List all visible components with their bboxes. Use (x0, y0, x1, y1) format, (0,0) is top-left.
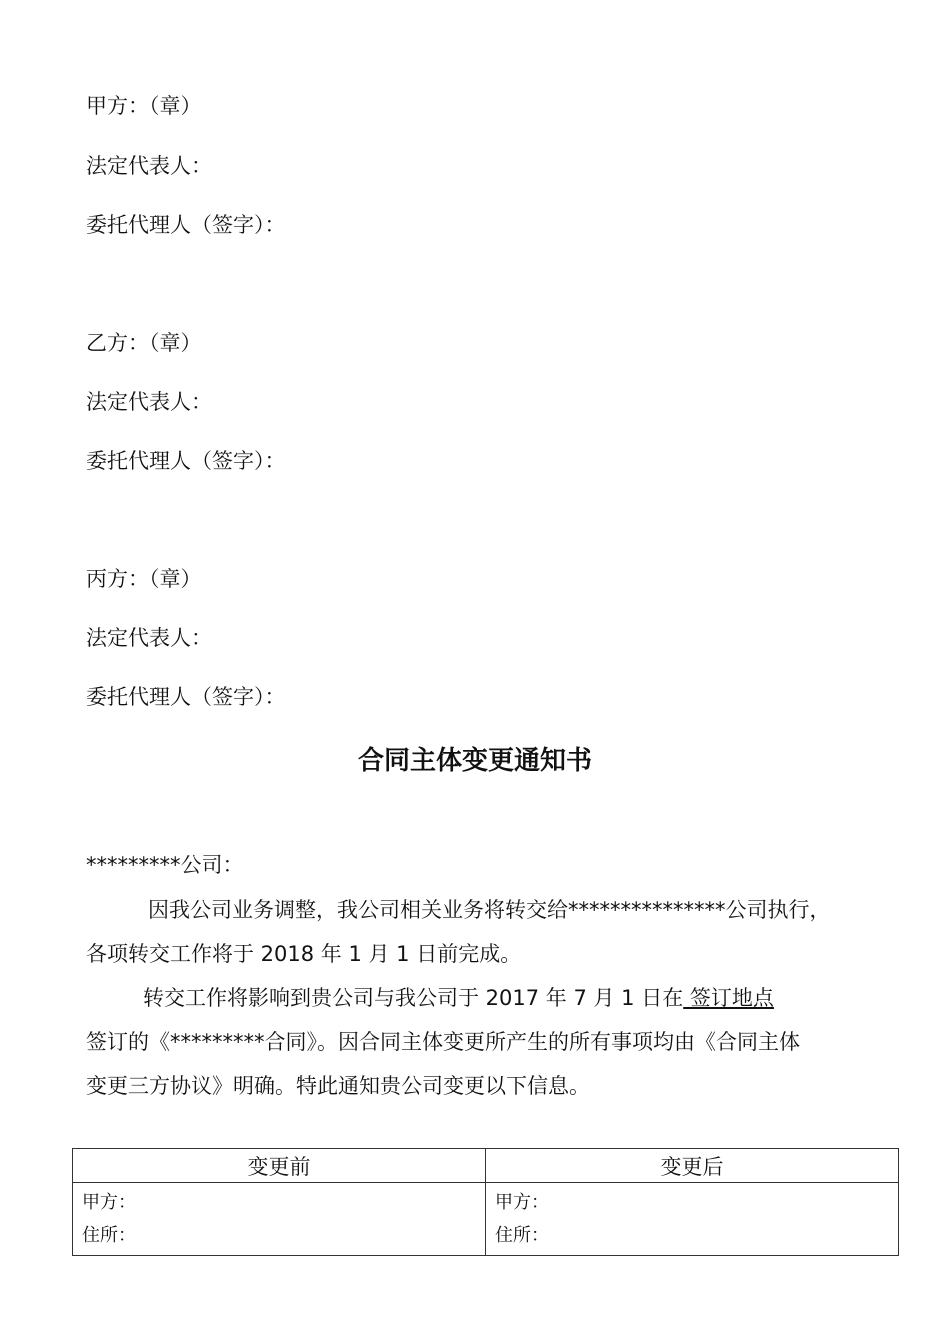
table-row (73, 1183, 899, 1256)
after-address-label: 住所： (495, 1225, 549, 1246)
header-after: 变更后 (486, 1149, 899, 1183)
signing-place-blank: 签订地点 (683, 986, 774, 1010)
notice-para2-line2: 签订的《*********合同》。因合同主体变更所产生的所有事项均由《合同主体 (86, 1030, 800, 1054)
change-table-header-row (73, 1149, 899, 1183)
after-party-a-label: 甲方： (495, 1192, 549, 1213)
before-address-label: 住所： (82, 1225, 136, 1246)
party-b-agent: 委托代理人（签字）： (86, 449, 286, 473)
notice-para2-line1-text: 转交工作将影响到贵公司与我公司于 2017 年 7 月 1 日在 (143, 986, 684, 1010)
party-a-seal: 甲方：（章） (86, 94, 202, 118)
party-c-legal-rep: 法定代表人： (86, 626, 212, 650)
party-a-agent: 委托代理人（签字）： (86, 213, 286, 237)
notice-addressee: *********公司： (86, 853, 244, 877)
notice-para1-line1: 因我公司业务调整，我公司相关业务将转交给***************公司执行， (148, 898, 831, 922)
party-b-legal-rep: 法定代表人： (86, 390, 212, 414)
party-c-agent: 委托代理人（签字）： (86, 685, 286, 709)
party-c-seal: 丙方：（章） (86, 567, 202, 591)
party-a-legal-rep: 法定代表人： (86, 154, 212, 178)
before-party-a-label: 甲方： (82, 1192, 136, 1213)
after-cell (486, 1183, 899, 1256)
notice-para2-line3: 变更三方协议》明确。特此通知贵公司变更以下信息。 (86, 1074, 590, 1098)
party-b-seal: 乙方：（章） (86, 331, 202, 355)
before-cell (73, 1183, 486, 1256)
change-table (72, 1148, 899, 1256)
header-before: 变更前 (73, 1149, 486, 1183)
notice-title: 合同主体变更通知书 (357, 746, 592, 776)
notice-para2-line1 (143, 984, 774, 1012)
notice-para1-line2: 各项转交工作将于 2018 年 1 月 1 日前完成。 (86, 942, 522, 966)
